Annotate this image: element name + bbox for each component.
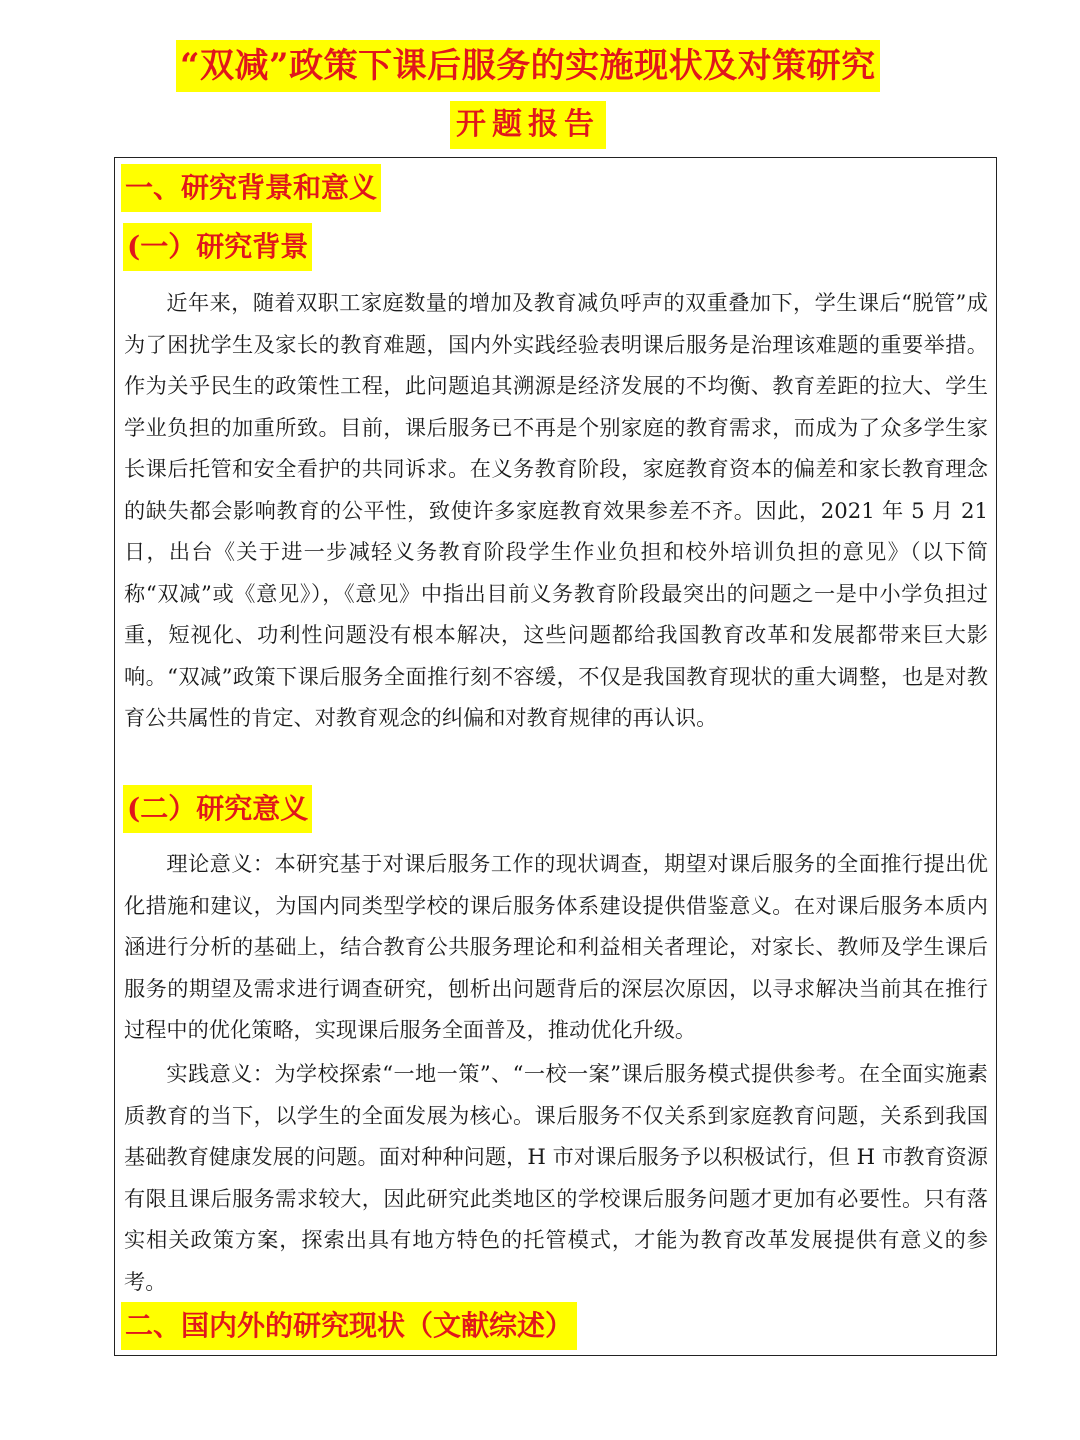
paragraph-theoretical-significance: 理论意义：本研究基于对课后服务工作的现状调查，期望对课后服务的全面推行提出优化措施和建议，为国内同类型学校的课后服务体系建设提供借鉴意义。在对课后服务本质内涵进行分析的基础上，结合教育公共服务理论和利益相关者理论，对家长、教师及学生课后服务的期望及需求进行调查研究，刨析出问题背后的深层次原因，以寻求解决当前其在推行过程中的优化策略，实现课后服务全面普及，推动优化升级。 bbox=[124, 851, 988, 1042]
document-subtitle: 开题报告 bbox=[450, 101, 606, 149]
document-title: “双减”政策下课后服务的实施现状及对策研究 bbox=[176, 40, 880, 92]
subsection-heading-research-significance: (二）研究意义 bbox=[123, 785, 312, 833]
subsection-heading-research-background: (一）研究背景 bbox=[123, 223, 312, 271]
section-heading-research-background-significance: 一、研究背景和意义 bbox=[121, 164, 381, 212]
section-heading-literature-review: 二、国内外的研究现状（文献综述） bbox=[121, 1302, 577, 1350]
paragraph-practical-significance: 实践意义：为学校探索“一地一策”、“一校一案”课后服务模式提供参考。在全面实施素质教育的当下，以学生的全面发展为核心。课后服务不仅关系到家庭教育问题，关系到我国基础教育健康发展的问题。面对种种问题，H 市对课后服务予以积极试行，但 H 市教育资源有限且课后服务需求较大，因此研究此类地区的学校课后服务问题才更加有必要性。只有落实相关政策方案，探索出具有地方特色的托管模式，才能为教育改革发展提供有意义的参考。 bbox=[124, 1061, 988, 1294]
paragraph-research-background: 近年来，随着双职工家庭数量的增加及教育减负呼声的双重叠加下，学生课后“脱管”成为了困扰学生及家长的教育难题，国内外实践经验表明课后服务是治理该难题的重要举措。作为关乎民生的政策性工程，此问题追其溯源是经济发展的不均衡、教育差距的拉大、学生学业负担的加重所致。目前，课后服务已不再是个别家庭的教育需求，而成为了众多学生家长课后托管和安全看护的共同诉求。在义务教育阶段，家庭教育资本的偏差和家长教育理念的缺失都会影响教育的公平性，致使许多家庭教育效果参差不齐。因此，2021 年 5 月 21 日，出台《关于进一步减轻义务教育阶段学生作业负担和校外培训负担的意见》（以下简称“双减”或《意见》），《意见》中指出目前义务教育阶段最突出的问题之一是中小学负担过重，短视化、功利性问题没有根本解决，这些问题都给我国教育改革和发展都带来巨大影响。“双减”政策下课后服务全面推行刻不容缓，不仅是我国教育现状的重大调整，也是对教育公共属性的肯定、对教育观念的纠偏和对教育规律的再认识。 bbox=[124, 290, 988, 730]
